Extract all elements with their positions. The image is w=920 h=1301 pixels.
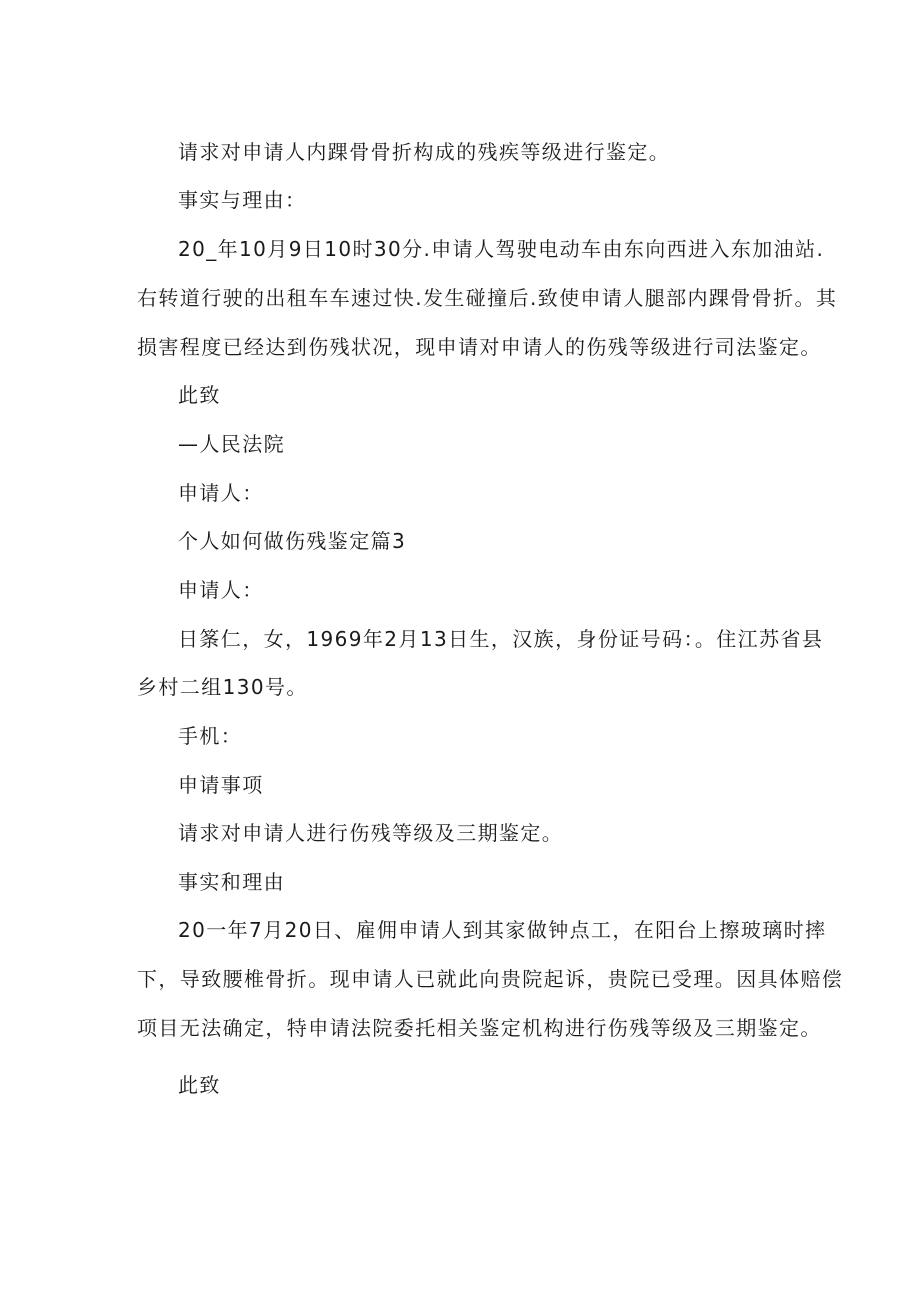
heading-facts-reasons-2: 事实和理由 <box>178 870 285 894</box>
paragraph-facts-2-line-3: 项目无法确定，特申请法院委托相关鉴定机构进行伤残等级及三期鉴定。 <box>137 1016 822 1040</box>
phone-label: 手机： <box>178 724 243 748</box>
salutation-2: 此致 <box>178 1073 221 1097</box>
paragraph-facts-1-line-1: 20_年10月9日10时30分.申请人驾驶电动车由东向西进入东加油站. <box>178 237 825 261</box>
heading-facts-reasons-1: 事实与理由： <box>178 188 307 212</box>
court-name: —人民法院 <box>178 432 285 456</box>
paragraph-request-1: 请求对申请人内踝骨骨折构成的残疾等级进行鉴定。 <box>178 140 671 164</box>
paragraph-facts-2-line-2: 下，导致腰椎骨折。现申请人已就此向贵院起诉，贵院已受理。因具体赔偿 <box>137 967 844 991</box>
paragraph-facts-1-line-2: 右转道行驶的出租车车速过快.发生碰撞后.致使申请人腿部内踝骨骨折。其 <box>137 286 838 310</box>
applicant-info-line-2: 乡村二组130号。 <box>137 675 308 699</box>
heading-request-items: 申请事项 <box>178 773 264 797</box>
paragraph-facts-2-line-1: 20一年7月20日、雇佣申请人到其家做钟点工，在阳台上擦玻璃时摔 <box>178 918 827 942</box>
paragraph-facts-1-line-3: 损害程度已经达到伤残状况，现申请对申请人的伤残等级进行司法鉴定。 <box>137 335 822 359</box>
applicant-label-1: 申请人： <box>178 481 264 505</box>
salutation-1: 此致 <box>178 383 221 407</box>
paragraph-request-2: 请求对申请人进行伤残等级及三期鉴定。 <box>178 821 564 845</box>
applicant-label-2: 申请人： <box>178 578 264 602</box>
section-title: 个人如何做伤残鉴定篇3 <box>178 529 407 553</box>
applicant-info-line-1: 日筿仁，女，1969年2月13日生，汉族，身份证号码：。住江苏省县 <box>178 627 824 651</box>
